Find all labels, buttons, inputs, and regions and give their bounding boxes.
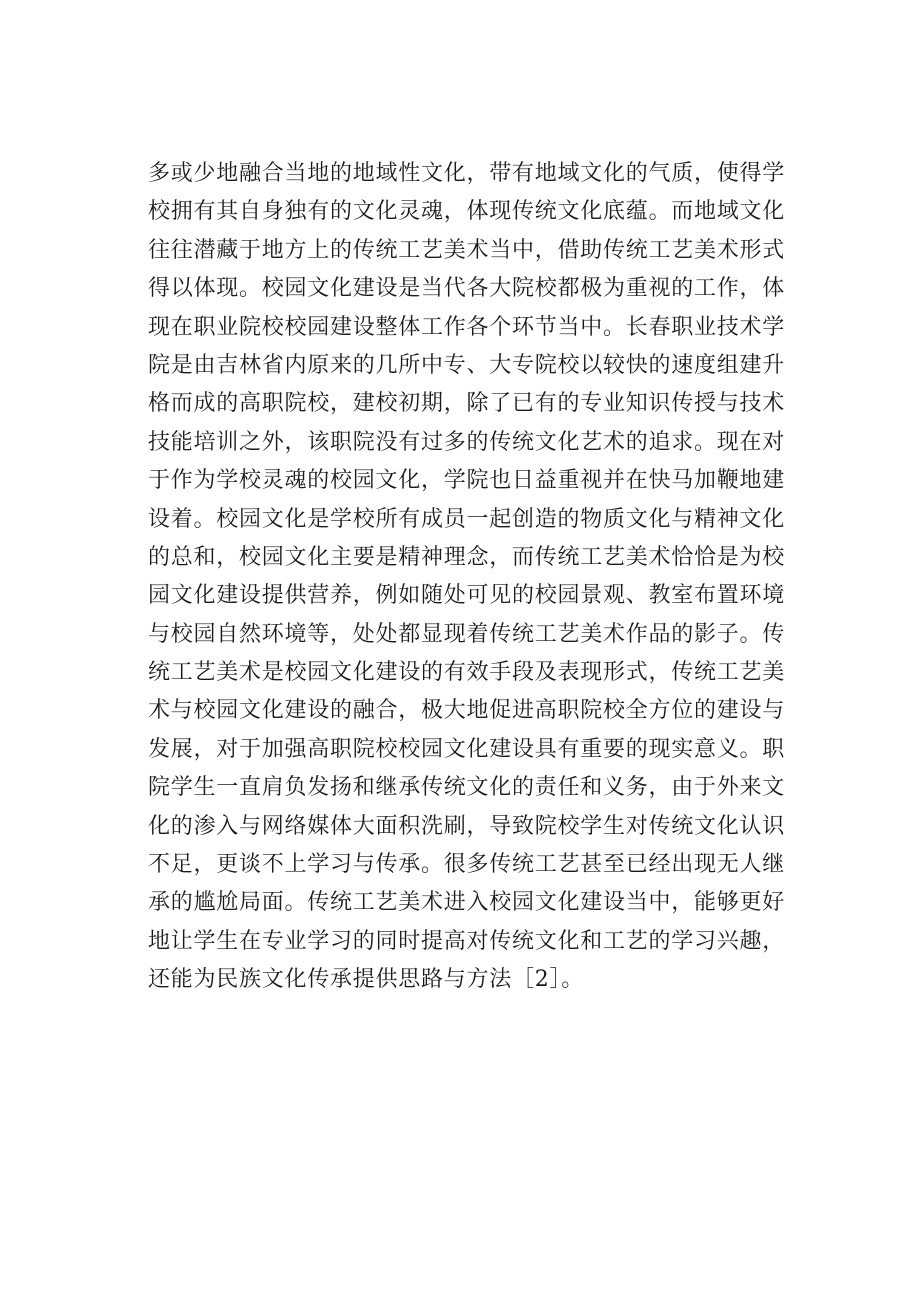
text-line: 统工艺美术是校园文化建设的有效手段及表现形式，传统工艺美 <box>148 660 786 686</box>
text-line: 发展，对于加强高职院校校园文化建设具有重要的现实意义。职 <box>148 736 786 762</box>
text-line: 园文化建设提供营养，例如随处可见的校园景观、教室布置环境 <box>148 583 786 609</box>
text-line: 于作为学校灵魂的校园文化，学院也日益重视并在快马加鞭地建 <box>148 468 786 494</box>
text-line: 地让学生在专业学习的同时提高对传统文化和工艺的学习兴趣， <box>148 928 786 954</box>
text-line: 格而成的高职院校，建校初期，除了已有的专业知识传授与技术 <box>148 391 786 417</box>
text-line: 技能培训之外，该职院没有过多的传统文化艺术的追求。现在对 <box>148 429 786 455</box>
text-line: 往往潜藏于地方上的传统工艺美术当中，借助传统工艺美术形式 <box>148 237 786 263</box>
text-line: 校拥有其自身独有的文化灵魂，体现传统文化底蕴。而地域文化 <box>148 199 786 225</box>
text-line: 不足，更谈不上学习与传承。很多传统工艺甚至已经出现无人继 <box>148 852 786 878</box>
body-paragraph <box>148 155 788 1000</box>
text-line: 承的尴尬局面。传统工艺美术进入校园文化建设当中，能够更好 <box>148 890 786 916</box>
text-line: 设着。校园文化是学校所有成员一起创造的物质文化与精神文化 <box>148 506 786 532</box>
text-line: 院学生一直肩负发扬和继承传统文化的责任和义务，由于外来文 <box>148 775 786 801</box>
text-line: 院是由吉林省内原来的几所中专、大专院校以较快的速度组建升 <box>148 352 786 378</box>
text-line: 的总和，校园文化主要是精神理念，而传统工艺美术恰恰是为校 <box>148 544 786 570</box>
text-line: 得以体现。校园文化建设是当代各大院校都极为重视的工作，体 <box>148 276 786 302</box>
text-line: 化的渗入与网络媒体大面积洗刷，导致院校学生对传统文化认识 <box>148 813 786 839</box>
text-line: 术与校园文化建设的融合，极大地促进高职院校全方位的建设与 <box>148 698 786 724</box>
text-line: 多或少地融合当地的地域性文化，带有地域文化的气质，使得学 <box>148 161 786 186</box>
text-line: 还能为民族文化传承提供思路与方法［2］。 <box>148 967 584 993</box>
text-line: 与校园自然环境等，处处都显现着传统工艺美术作品的影子。传 <box>148 621 786 647</box>
text-line: 现在职业院校校园建设整体工作各个环节当中。长春职业技术学 <box>148 314 786 340</box>
